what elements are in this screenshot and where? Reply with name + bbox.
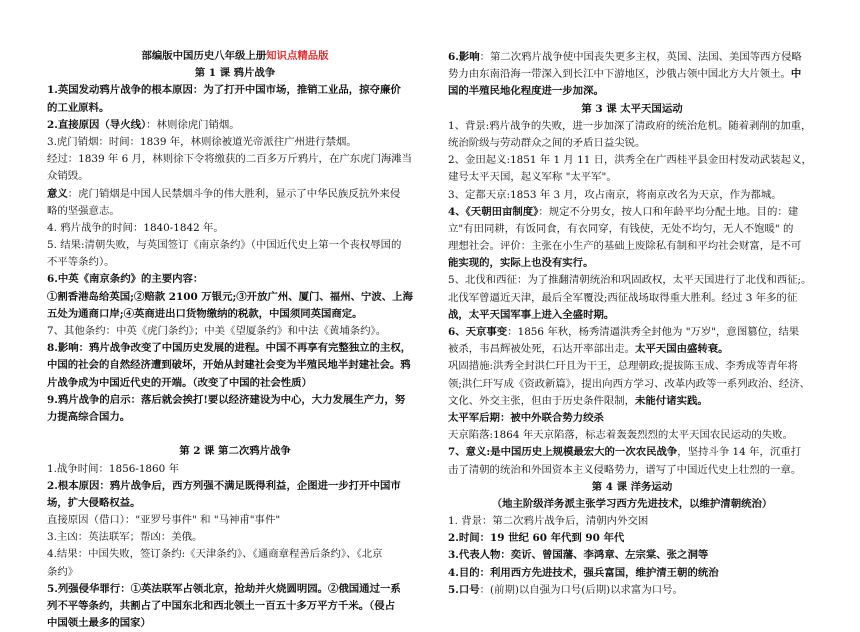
- right-line: 2、金田起义:1851 年 1 月 11 日，洪秀全在广西桂平县金田村发动武装起义，: [448, 154, 812, 167]
- left-line: 意义：虎门销烟是中国人民禁烟斗争的伟大胜利，显示了中华民族反抗外来侵: [47, 187, 401, 200]
- right-line: 2.时间：19 世纪 60 年代到 90 年代: [448, 532, 625, 545]
- right-line: 天京陷落:1864 年天京陷落，标志着轰轰烈烈的太平天国农民运动的失败。: [448, 429, 793, 442]
- doc-title-main: 部编版中国历史八年级上册: [141, 50, 267, 62]
- right-line: 统治阶级与劳动群众之间的矛盾日益尖锐。: [448, 136, 646, 149]
- left-line: 2.根本原因：鸦片战争后，西方列强不满足既得利益，企图进一步打开中国市: [47, 479, 401, 492]
- right-line: 3.代表人物：奕䜣、曾国藩、李鸿章、左宗棠、张之洞等: [448, 549, 709, 562]
- left-line: 1.英国发动鸦片战争的根本原因：为了打开中国市场，推销工业品，掠夺廉价: [47, 84, 401, 97]
- left-line: 3.虎门销烟：时间：1839 年，林则徐被道光帝派往广州进行禁烟。: [47, 135, 357, 148]
- right-text-lines: [448, 49, 816, 599]
- left-line: 列不平等条约，共割占了中国东北和西北领土一百五十多万平方千米。（侵占: [47, 600, 396, 612]
- right-line: 战，太平天国军事上进入全盛时期。: [448, 308, 615, 321]
- left-line: 经过：1839 年 6 月，林则徐下令将缴获的二百多万斤鸦片，在广东虎门海滩当: [47, 153, 413, 166]
- right-line: 7、意义:是中国历史上规模最宏大的一次农民战争，坚持斗争 14 年，沉重打: [448, 446, 802, 459]
- left-line: 第 1 课 鸦片战争: [194, 67, 276, 80]
- left-line: 2.直接原因（导火线）：林则徐虎门销烟。: [47, 118, 240, 131]
- right-line: 第 4 课 洋务运动: [591, 480, 673, 493]
- left-line: 4.结果：中国失败，签订条约:《天津条约》、《通商章程善后条约》、《北京: [47, 548, 383, 561]
- right-line: 文化、外交主张，但由于历史条件限制，未能付诸实践。: [448, 394, 708, 407]
- left-line: 略的坚强意志。: [47, 204, 120, 217]
- right-line: 6.影响：第二次鸦片战争使中国丧失更多主权，英国、法国、美国等西方侵略: [448, 51, 802, 63]
- right-line: 第 3 课 太平天国运动: [581, 102, 683, 115]
- doc-title-highlight: 知识点精品版: [266, 50, 329, 62]
- right-line: 击了清朝的统治和外国资本主义侵略势力，谱写了中国近代史上壮烈的一章。: [448, 463, 802, 476]
- left-line: 7、其他条约：中英《虎门条约》；中美《望厦条约》和中法《黄埔条约》。: [47, 325, 387, 337]
- left-line: 片战争成为中国近代史的开端。（改变了中国的社会性质）: [47, 376, 312, 389]
- right-line: 建号太平天国，起义军称 "太平军"。: [448, 171, 617, 184]
- right-line: 立"有田同耕，有饭同食，有衣同穿，有钱使，无处不均匀，无人不饱暖" 的: [448, 222, 794, 235]
- left-line: 1.战争时间：1856-1860 年: [47, 462, 179, 475]
- right-line: 理想社会。评价：主张在小生产的基础上废除私有制和平均社会财富，是不可: [448, 240, 802, 253]
- right-line: 3、定都天京:1853 年 3 月，攻占南京，将南京改名为天京，作为都城。: [448, 188, 782, 201]
- doc-title: [47, 48, 423, 65]
- left-line: 的工业原料。: [47, 101, 110, 114]
- left-line: 条约》: [47, 565, 79, 578]
- left-line: 中国的社会的自然经济遭到破坏，开始从封建社会变为半殖民地半封建社会。鸦: [47, 359, 411, 372]
- right-line: 1、背景:鸦片战争的失败，进一步加深了清政府的统治危机。随着剥削的加重，: [448, 119, 812, 132]
- left-line: 5. 结果:清朝失败，与英国签订《南京条约》（中国近代史上第一个丧权辱国的: [47, 239, 402, 252]
- right-line: 1. 背景：第二次鸦片战争后，清朝内外交困: [448, 515, 649, 528]
- right-line: 能实现的，实际上也没有实行。: [448, 257, 594, 270]
- left-line: 8.影响：鸦片战争改变了中国历史发展的进程。中国不再享有完整独立的主权，: [47, 342, 412, 355]
- right-line: 4.目的：利用西方先进技术，强兵富国，维护清王朝的统治: [448, 566, 719, 579]
- left-line: 5.列强侵华罪行：①英法联军占领北京，抢劫并火烧圆明园。②俄国通过一系: [47, 582, 401, 595]
- left-text-lines: [47, 65, 423, 632]
- left-line: 不平等条约）。: [47, 256, 115, 269]
- right-line: 势力由东南沿海一带深入到长江中下游地区，沙俄占领中国北方大片领土。中: [448, 68, 802, 81]
- right-line: 领;洪仁玕写成《资政新篇》，提出向西方学习、改革内政等一系列政治、经济、: [448, 377, 810, 390]
- right-line: 被杀，韦昌辉被处死，石达开率部出走。太平天国由盛转衰。: [448, 343, 729, 356]
- left-line: 第 2 课 第二次鸦片战争: [179, 445, 291, 458]
- right-line: 巩固措施:洪秀全封洪仁玕且为干王，总理朝政;提拔陈玉成、李秀成等青年将: [448, 360, 798, 373]
- left-line: 力提高综合国力。: [47, 410, 131, 423]
- right-line: 4、《天朝田亩制度》：规定不分男女，按人口和年龄平均分配土地。目的：建: [448, 205, 799, 218]
- right-column: [448, 0, 816, 599]
- left-line: 场，扩大侵略权益。: [47, 496, 141, 509]
- left-line: 中国领土最多的国家）: [47, 617, 151, 630]
- left-line: 直接原因（借口）："亚罗号事件" 和 "马神甫"事件": [47, 514, 281, 527]
- left-column: [47, 0, 423, 632]
- right-line: 6、天京事变：1856 年秋，杨秀清逼洪秀全封他为 "万岁"，意图篡位，结果: [448, 326, 800, 338]
- right-line: 太平军后期：被中外联合势力绞杀: [448, 411, 604, 424]
- right-line: 北伐军曾逼近天津，最后全军覆没;西征战场取得重大胜利。经过 3 年多的征: [448, 291, 798, 304]
- right-line: 5.口号：(前期)以自强为口号(后期)以求富为口号。: [448, 583, 683, 596]
- left-line: [47, 426, 423, 443]
- right-line: 国的半殖民地化程度进一步加深。: [448, 85, 604, 98]
- left-line: 3.主凶：英法联军；帮凶：美俄。: [47, 531, 203, 544]
- right-line: （地主阶级洋务派主张学习西方先进技术，以维护清朝统治）: [491, 497, 773, 510]
- left-line: 9.鸦片战争的启示：落后就会挨打!要以经济建设为中心，大力发展生产力，努: [47, 393, 406, 406]
- right-line: 5、北伐和西征：为了推翻清朝统治和巩固政权，太平天国进行了北伐和西征;。: [448, 274, 812, 287]
- left-line: 4. 鸦片战争的时间：1840-1842 年。: [47, 221, 224, 234]
- left-line: ①割香港岛给英国;②赔款 2100 万银元;③开放广州、厦门、福州、宁波、上海: [47, 290, 413, 303]
- left-line: 众销毁。: [47, 170, 89, 183]
- left-line: 6.中英《南京条约》的主要内容：: [47, 273, 204, 286]
- left-line: 五处为通商口岸;④英商进出口货物缴纳的税款，中国须同英国商定。: [47, 307, 363, 320]
